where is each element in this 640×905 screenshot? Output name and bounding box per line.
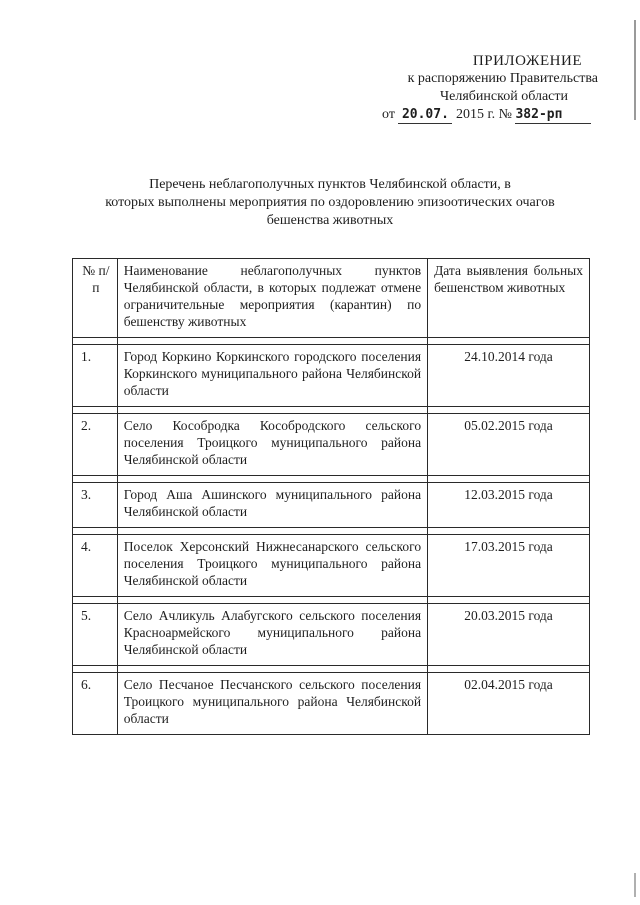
header-name: Наименование неблагополучных пунктов Челябинской области, в которых подлежат отмене ограничительные мероприятия (карантин) по бешенству животных [123,263,422,329]
table-row [73,483,590,528]
document-heading [60,176,600,230]
table-row [73,535,590,597]
row-name: Город Коркино Коркинского городского поселения Коркинского муниципального района Челябинской области [117,345,427,407]
header-num-cell [73,259,118,338]
row-gap [73,407,590,414]
row-num: 2. [73,414,118,476]
scan-edge-mark-bottom [634,873,636,897]
table-row [73,604,590,666]
handwritten-number: 382-рп [515,107,591,124]
header-gap [73,338,590,345]
row-date: 20.03.2015 года [428,604,590,666]
row-num: 1. [73,345,118,407]
row-date: 05.02.2015 года [428,414,590,476]
table-header-row [73,259,590,338]
heading-line-1: Перечень неблагополучных пунктов Челябинской области, в [149,177,511,192]
appendix-line-region: Челябинской области [440,89,568,104]
row-gap [73,528,590,535]
heading-line-3: бешенства животных [266,213,394,228]
appendix-title: ПРИЛОЖЕНИЕ [472,53,582,69]
handwritten-date: 20.07. [398,107,452,124]
row-name: Поселок Херсонский Нижнесанарского сельского поселения Троицкого муниципального района Челябинской области [117,535,427,597]
row-num: 3. [73,483,118,528]
row-date: 17.03.2015 года [428,535,590,597]
row-num: 4. [73,535,118,597]
table-row [73,673,590,735]
row-num: 6. [73,673,118,735]
table-row [73,345,590,407]
header-date-cell [428,259,590,338]
row-num: 5. [73,604,118,666]
row-gap [73,666,590,673]
scan-edge-mark [634,20,636,120]
appendix-line-decree: к распоряжению Правительства [407,71,598,86]
appendix-block [380,52,600,124]
row-date: 24.10.2014 года [428,345,590,407]
row-gap [73,597,590,604]
row-date: 02.04.2015 года [428,673,590,735]
appendix-year-text: 2015 г. № [455,107,512,122]
header-date: Дата выявления больных бешенством животных [434,263,583,295]
header-num: № п/п [82,263,110,295]
row-name: Село Кособродка Кособродского сельского поселения Троицкого муниципального района Челябинской области [117,414,427,476]
row-name: Село Ачликуль Алабугского сельского поселения Красноармейского муниципального района Челябинской области [117,604,427,666]
heading-line-2: которых выполнены мероприятия по оздоровлению эпизоотических очагов [105,195,555,210]
header-name-cell [117,259,427,338]
points-table [72,258,590,735]
row-gap [73,476,590,483]
table-row [73,414,590,476]
row-date: 12.03.2015 года [428,483,590,528]
row-name: Город Аша Ашинского муниципального района Челябинской области [117,483,427,528]
row-name: Село Песчаное Песчанского сельского поселения Троицкого муниципального района Челябинской области [117,673,427,735]
appendix-prefix: от [382,107,395,122]
appendix-line-date-number [380,106,600,124]
